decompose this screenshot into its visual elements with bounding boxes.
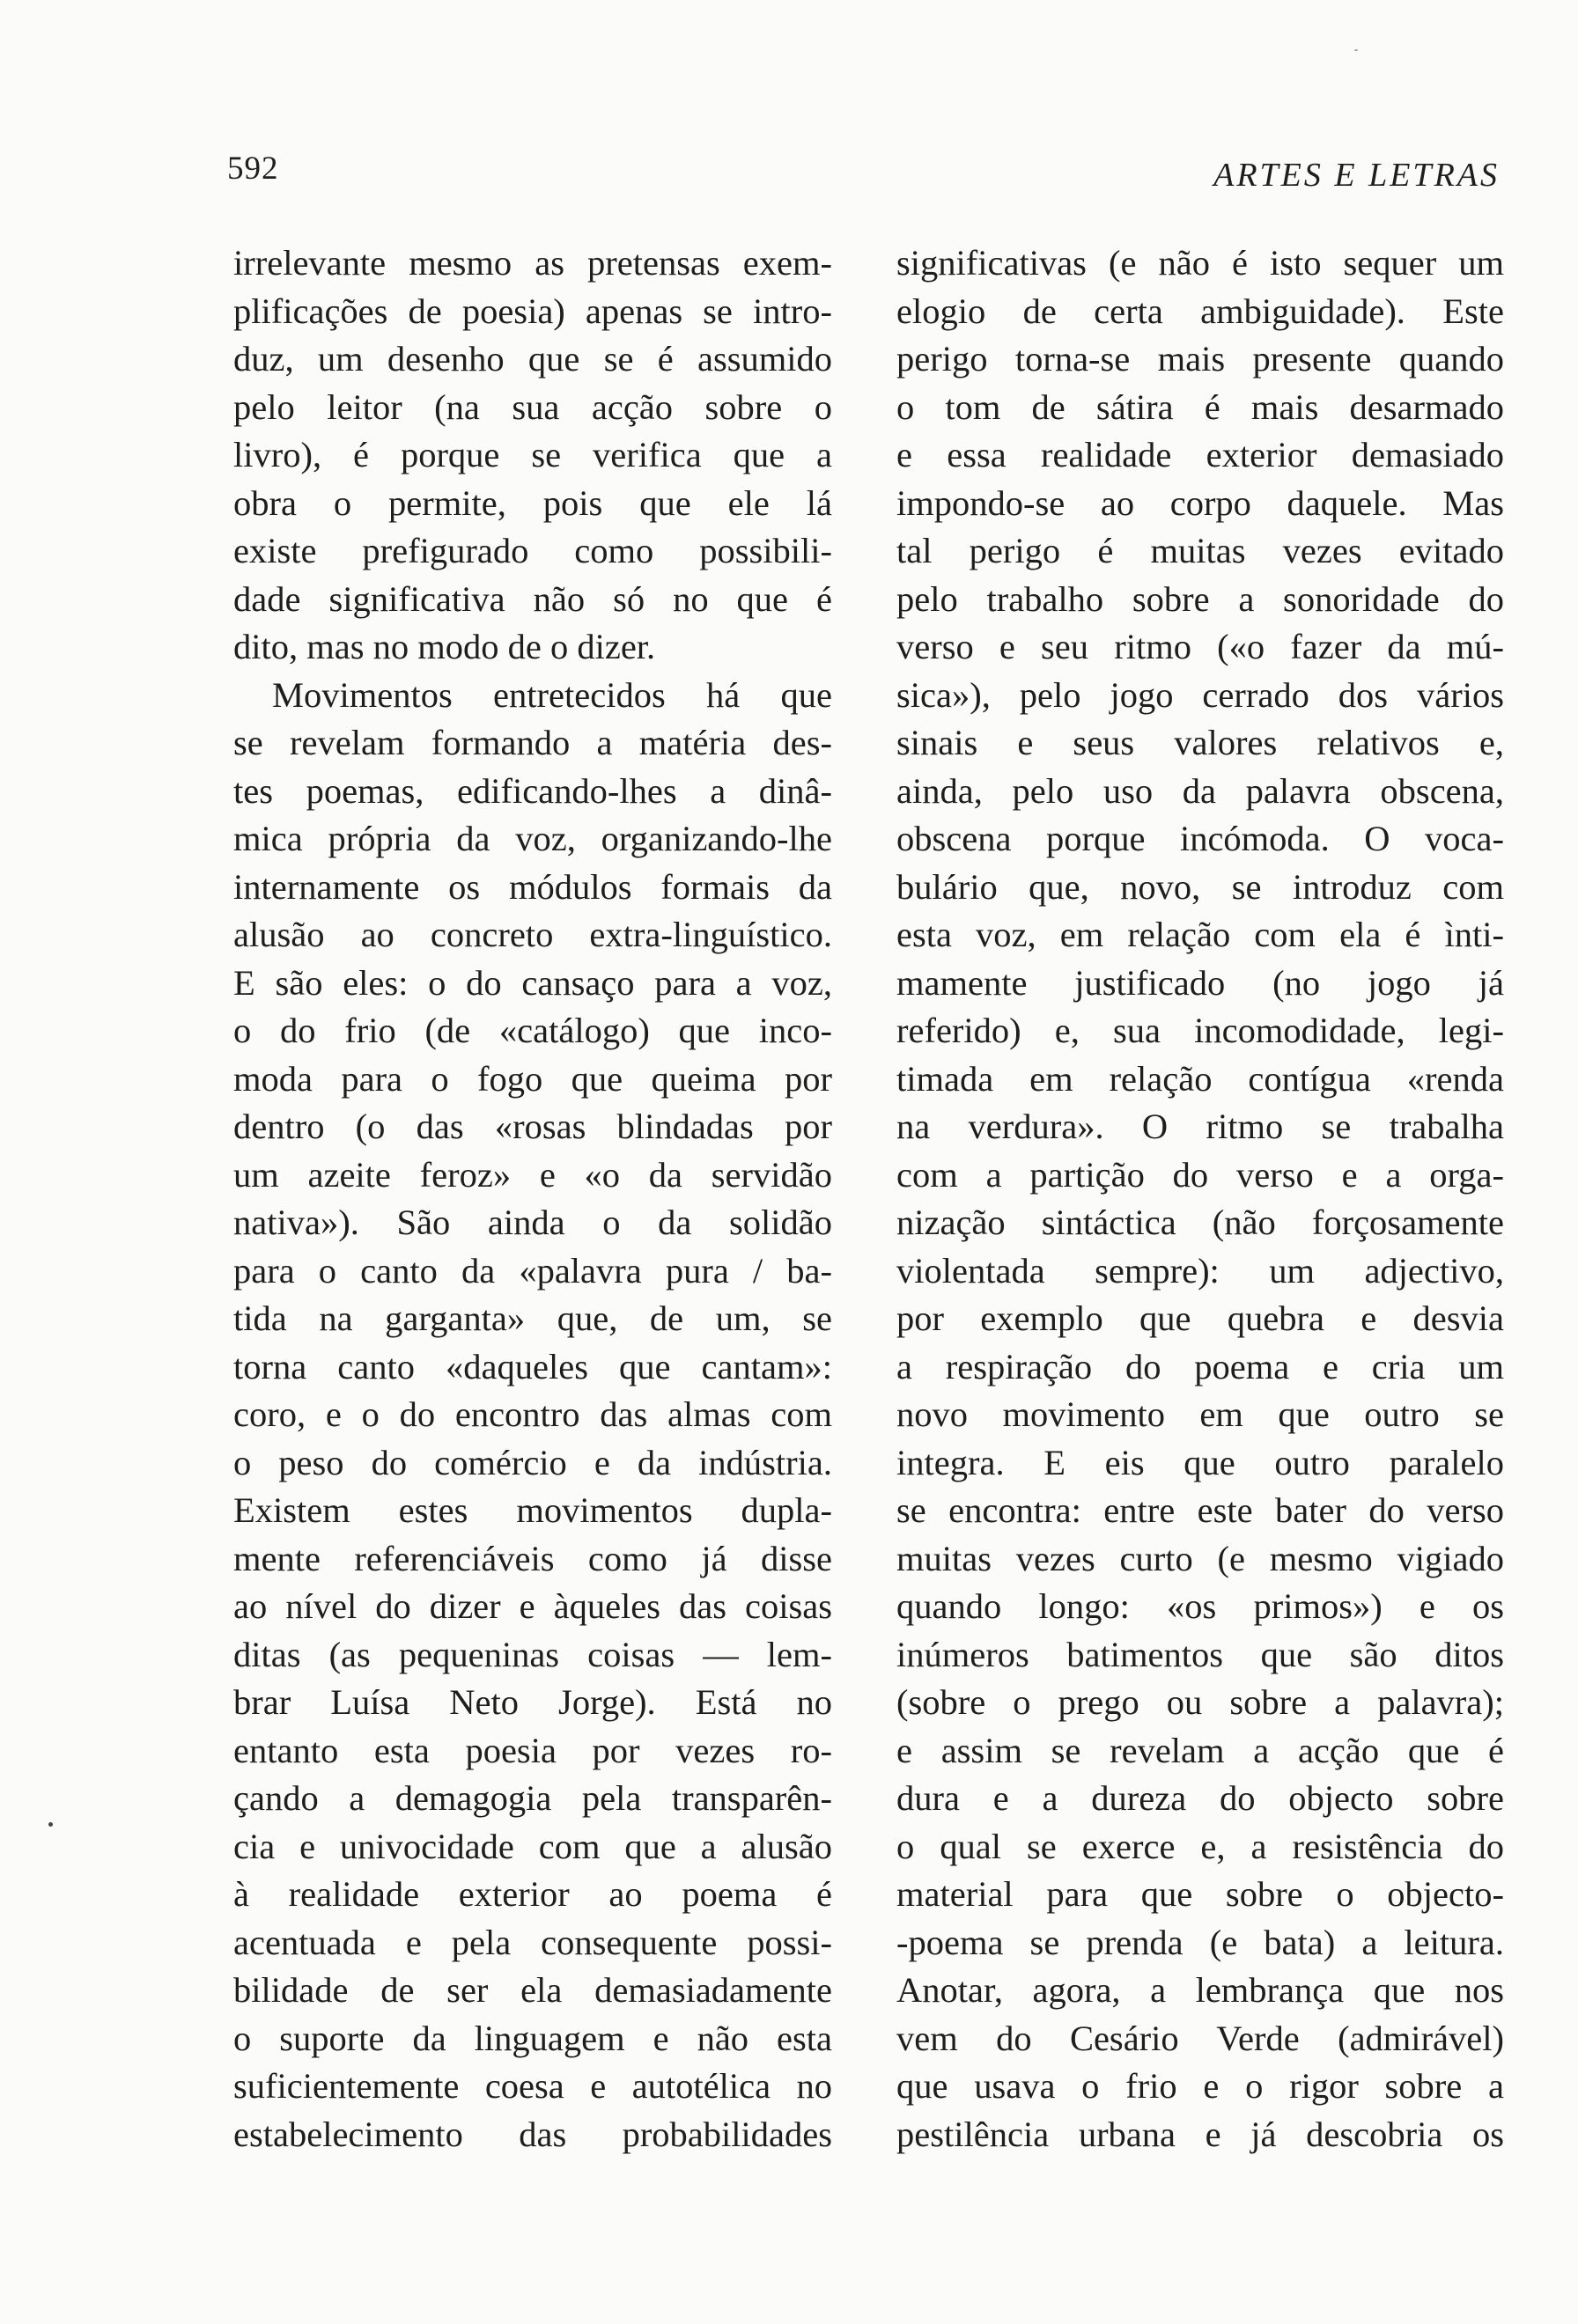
- text-line: muitas vezes curto (e mesmo vigiado: [896, 1538, 1504, 1578]
- text-line: torna canto «daqueles que cantam»:: [233, 1346, 832, 1386]
- text-line: dade significativa não só no que é: [233, 578, 832, 619]
- text-line: duz, um desenho que se é assumido: [233, 339, 832, 379]
- text-line: inúmeros batimentos que são ditos: [896, 1634, 1504, 1674]
- text-line: pelo leitor (na sua acção sobre o: [233, 386, 832, 427]
- text-line: pestilência urbana e já descobria os: [896, 2114, 1504, 2154]
- text-line: mica própria da voz, organizando-lhe: [233, 819, 832, 858]
- text-line: o suporte da linguagem e não esta: [233, 2018, 832, 2058]
- text-line: impondo-se ao corpo daquele. Mas: [896, 482, 1504, 523]
- text-line: sica»), pelo jogo cerrado dos vários: [896, 674, 1504, 715]
- text-line: novo movimento em que outro se: [896, 1394, 1504, 1434]
- text-line: e essa realidade exterior demasiado: [896, 435, 1504, 474]
- text-line: integra. E eis que outro paralelo: [896, 1442, 1504, 1482]
- text-line: mente referenciáveis como já disse: [233, 1538, 832, 1578]
- text-line: referido) e, sua incomodidade, legi-: [896, 1011, 1504, 1050]
- text-line: dito, mas no modo de o dizer.: [233, 627, 656, 666]
- scan-speck: [48, 1822, 53, 1827]
- text-line: material para que sobre o objecto-: [896, 1874, 1504, 1914]
- text-line: livro), é porque se verifica que a: [233, 435, 832, 474]
- text-line: timada em relação contígua «renda: [896, 1058, 1504, 1099]
- scan-speck: [1354, 49, 1358, 51]
- text-line: tal perigo é muitas vezes evitado: [896, 531, 1504, 570]
- text-line: ao nível do dizer e àqueles das coisas: [233, 1586, 832, 1626]
- text-line: bulário que, novo, se introduz com: [896, 866, 1504, 907]
- text-line: plificações de poesia) apenas se intro-: [233, 290, 832, 331]
- text-line: Existem estes movimentos dupla-: [233, 1490, 832, 1530]
- text-line: irrelevante mesmo as pretensas exem-: [233, 243, 832, 283]
- text-line: Anotar, agora, a lembrança que nos: [896, 1970, 1504, 2010]
- text-line: se encontra: entre este bater do verso: [896, 1490, 1504, 1530]
- text-line: nativa»). São ainda o da solidão: [233, 1202, 832, 1242]
- text-line: sinais e seus valores relativos e,: [896, 723, 1504, 762]
- text-line: entanto esta poesia por vezes ro-: [233, 1730, 832, 1770]
- text-line: e assim se revelam a acção que é: [896, 1730, 1504, 1770]
- text-line: perigo torna-se mais presente quando: [896, 339, 1504, 379]
- text-line: brar Luísa Neto Jorge). Está no: [233, 1682, 832, 1722]
- text-line: estabelecimento das probabilidades: [233, 2114, 832, 2154]
- text-line: E são eles: o do cansaço para a voz,: [233, 962, 832, 1003]
- text-line: suficientemente coesa e autotélica no: [233, 2066, 832, 2106]
- text-line: verso e seu ritmo («o fazer da mú-: [896, 627, 1504, 666]
- text-line: quando longo: «os primos») e os: [896, 1586, 1504, 1626]
- text-line: ainda, pelo uso da palavra obscena,: [896, 770, 1504, 811]
- right-column: [896, 239, 1504, 2159]
- page-number: 592: [227, 151, 279, 187]
- text-line: (sobre o prego ou sobre a palavra);: [896, 1682, 1504, 1722]
- text-line: -poema se prenda (e bata) a leitura.: [896, 1922, 1504, 1962]
- text-line: significativas (e não é isto sequer um: [896, 243, 1504, 283]
- text-line: existe prefigurado como possibili-: [233, 531, 832, 570]
- text-line: pelo trabalho sobre a sonoridade do: [896, 578, 1504, 619]
- text-line: violentada sempre): um adjectivo,: [896, 1250, 1504, 1291]
- text-line: acentuada e pela consequente possi-: [233, 1922, 832, 1962]
- text-line: por exemplo que quebra e desvia: [896, 1298, 1504, 1338]
- text-line: na verdura». O ritmo se trabalha: [896, 1107, 1504, 1146]
- text-line: esta voz, em relação com ela é ìnti-: [896, 915, 1504, 954]
- text-line: moda para o fogo que queima por: [233, 1058, 832, 1099]
- text-line: coro, e o do encontro das almas com: [233, 1394, 832, 1434]
- text-line: o qual se exerce e, a resistência do: [896, 1826, 1504, 1866]
- text-line: bilidade de ser ela demasiadamente: [233, 1970, 832, 2010]
- text-line: que usava o frio e o rigor sobre a: [896, 2066, 1504, 2106]
- text-line: à realidade exterior ao poema é: [233, 1874, 832, 1914]
- text-line: internamente os módulos formais da: [233, 866, 832, 907]
- text-line: o peso do comércio e da indústria.: [233, 1442, 832, 1482]
- text-line: cia e univocidade com que a alusão: [233, 1826, 832, 1866]
- text-line: com a partição do verso e a orga-: [896, 1154, 1504, 1195]
- left-column: [233, 239, 832, 2159]
- text-line: se revelam formando a matéria des-: [233, 723, 832, 762]
- text-line: tes poemas, edificando-lhes a dinâ-: [233, 770, 832, 811]
- text-line: o do frio (de «catálogo) que inco-: [233, 1011, 832, 1050]
- text-line: a respiração do poema e cria um: [896, 1346, 1504, 1386]
- text-line: ditas (as pequeninas coisas — lem-: [233, 1634, 832, 1674]
- text-line: çando a demagogia pela transparên-: [233, 1778, 832, 1818]
- text-line: mamente justificado (no jogo já: [896, 962, 1504, 1003]
- text-line: dentro (o das «rosas blindadas por: [233, 1107, 832, 1146]
- text-line: o tom de sátira é mais desarmado: [896, 386, 1504, 427]
- running-title: ARTES E LETRAS: [1213, 157, 1500, 194]
- text-line: obscena porque incómoda. O voca-: [896, 819, 1504, 858]
- text-line: obra o permite, pois que ele lá: [233, 482, 832, 523]
- text-line: um azeite feroz» e «o da servidão: [233, 1154, 832, 1195]
- text-line: dura e a dureza do objecto sobre: [896, 1778, 1504, 1818]
- text-line: tida na garganta» que, de um, se: [233, 1298, 832, 1338]
- text-line: elogio de certa ambiguidade). Este: [896, 290, 1504, 331]
- text-line: vem do Cesário Verde (admirável): [896, 2018, 1504, 2058]
- text-line: Movimentos entretecidos há que: [272, 674, 832, 715]
- text-line: nização sintáctica (não forçosamente: [896, 1202, 1504, 1242]
- text-line: para o canto da «palavra pura / ba-: [233, 1250, 832, 1291]
- text-line: alusão ao concreto extra-linguístico.: [233, 915, 832, 954]
